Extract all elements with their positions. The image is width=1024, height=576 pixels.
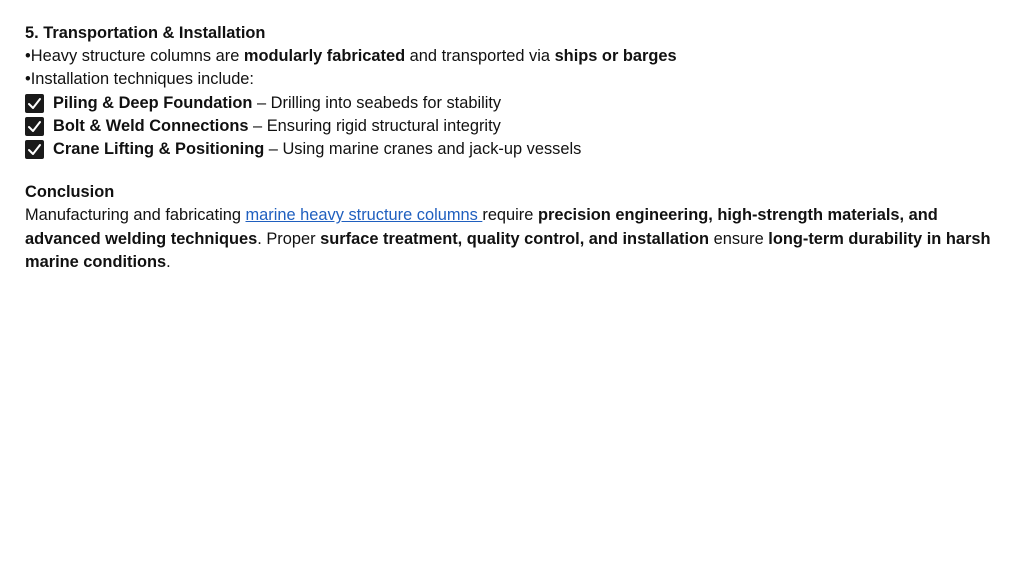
bullet-bold: ships or barges: [554, 47, 677, 66]
slide-content: [25, 22, 995, 274]
check-item-piling: Piling & Deep Foundation – Drilling into seabeds for stability: [25, 92, 995, 115]
bullet-text: •Heavy structure columns are: [25, 47, 244, 66]
bullet-text: and transported via: [405, 47, 555, 66]
check-item-bolt-weld: Bolt & Weld Connections – Ensuring rigid structural integrity: [25, 115, 995, 138]
check-box-icon: [25, 140, 44, 159]
marine-columns-link[interactable]: marine heavy structure columns: [245, 206, 483, 225]
check-box-icon: [25, 94, 44, 113]
bullet-installation: •Installation techniques include:: [25, 70, 254, 89]
bullet-transport: [25, 45, 995, 68]
check-box-icon: [25, 117, 44, 136]
conclusion-heading: Conclusion: [25, 183, 115, 202]
section-heading: 5. Transportation & Installation: [25, 24, 266, 42]
conclusion-paragraph: Manufacturing and fabricating marine heavy structure columns require precision engineering, high-strength materials, and advanced welding techniques. Proper surface treatment, quality control, and installation ensure long-term durability in harsh marine conditions.: [25, 206, 991, 271]
bullet-bold: modularly fabricated: [243, 47, 406, 66]
check-item-crane: Crane Lifting & Positioning – Using marine cranes and jack-up vessels: [25, 138, 995, 161]
